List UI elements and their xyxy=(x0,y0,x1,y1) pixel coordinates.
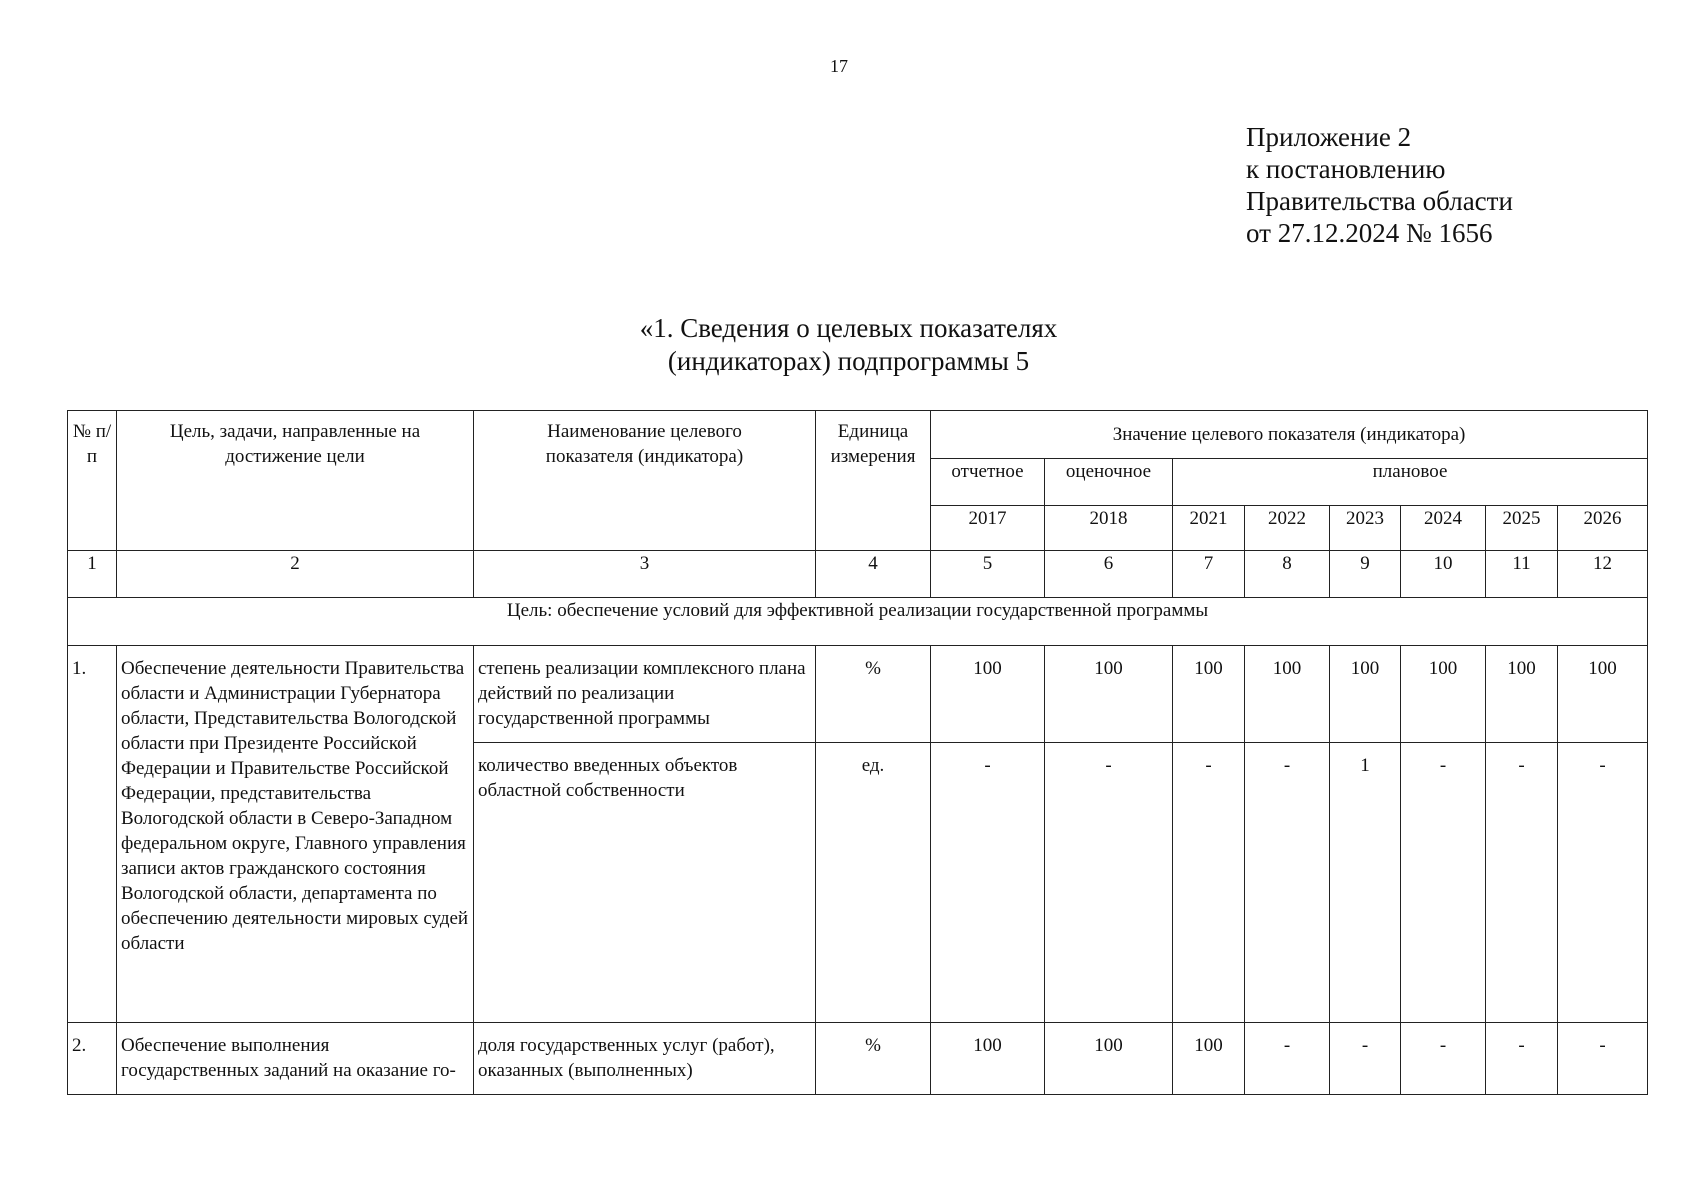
value-cell: 100 xyxy=(931,1023,1045,1095)
value-cell: 100 xyxy=(1045,646,1173,743)
header-value: Значение целевого показателя (индикатора) xyxy=(931,411,1648,459)
value-cell: - xyxy=(1245,1023,1330,1095)
value-cell: - xyxy=(1401,743,1486,1023)
document-title xyxy=(0,312,1697,378)
page-number: 17 xyxy=(830,56,848,76)
value-cell: - xyxy=(1401,1023,1486,1095)
column-number: 12 xyxy=(1558,551,1648,598)
task-text: Обеспечение выполнения государственных заданий на оказание го- xyxy=(117,1023,474,1095)
header-year: 2018 xyxy=(1045,506,1173,551)
value-cell: 100 xyxy=(1558,646,1648,743)
header-year: 2025 xyxy=(1486,506,1558,551)
header-year: 2023 xyxy=(1330,506,1401,551)
row-number: 2. xyxy=(68,1023,117,1095)
value-cell: - xyxy=(1558,743,1648,1023)
header-goal: Цель, задачи, направленные на достижение цели xyxy=(117,411,474,551)
column-number: 7 xyxy=(1173,551,1245,598)
title-line: «1. Сведения о целевых показателях xyxy=(639,313,1058,343)
header-indicator-name: Наименование целевого показателя (индикатора) xyxy=(474,411,816,551)
value-cell: 100 xyxy=(1045,1023,1173,1095)
header-planned: плановое xyxy=(1173,459,1648,506)
header-year: 2022 xyxy=(1245,506,1330,551)
column-number: 3 xyxy=(474,551,816,598)
indicator-name: количество введенных объектов областной собственности xyxy=(474,743,816,1023)
indicator-unit: % xyxy=(816,1023,931,1095)
value-cell: - xyxy=(1245,743,1330,1023)
indicator-name: доля государственных услуг (работ), оказанных (выполненных) xyxy=(474,1023,816,1095)
value-cell: 100 xyxy=(1330,646,1401,743)
value-cell: - xyxy=(1330,1023,1401,1095)
value-cell: - xyxy=(1558,1023,1648,1095)
value-cell: 100 xyxy=(1173,646,1245,743)
header-year: 2017 xyxy=(931,506,1045,551)
value-cell: 100 xyxy=(1173,1023,1245,1095)
column-number: 6 xyxy=(1045,551,1173,598)
header-num: № п/п xyxy=(68,411,117,551)
column-number: 9 xyxy=(1330,551,1401,598)
header-year: 2024 xyxy=(1401,506,1486,551)
header-reported: отчетное xyxy=(931,459,1045,506)
value-cell: 100 xyxy=(1245,646,1330,743)
indicator-unit: % xyxy=(816,646,931,743)
row-number: 1. xyxy=(68,646,117,1023)
value-cell: 1 xyxy=(1330,743,1401,1023)
value-cell: - xyxy=(1486,1023,1558,1095)
appendix-line: от 27.12.2024 № 1656 xyxy=(1246,218,1493,248)
column-number: 4 xyxy=(816,551,931,598)
column-number: 2 xyxy=(117,551,474,598)
header-year: 2021 xyxy=(1173,506,1245,551)
title-line: (индикаторах) подпрограммы 5 xyxy=(667,346,1030,376)
column-number: 10 xyxy=(1401,551,1486,598)
column-number: 1 xyxy=(68,551,117,598)
value-cell: 100 xyxy=(1486,646,1558,743)
value-cell: - xyxy=(1045,743,1173,1023)
header-unit: Единица измерения xyxy=(816,411,931,551)
appendix-line: к постановлению xyxy=(1246,154,1446,184)
header-year: 2026 xyxy=(1558,506,1648,551)
value-cell: - xyxy=(931,743,1045,1023)
value-cell: - xyxy=(1486,743,1558,1023)
column-number: 11 xyxy=(1486,551,1558,598)
indicators-table xyxy=(67,410,1648,1095)
value-cell: - xyxy=(1173,743,1245,1023)
indicator-unit: ед. xyxy=(816,743,931,1023)
header-estimated: оценочное xyxy=(1045,459,1173,506)
appendix-line: Приложение 2 xyxy=(1246,122,1412,152)
column-number: 5 xyxy=(931,551,1045,598)
task-text: Обеспечение деятельности Правительства области и Администрации Губернатора области, Представительства Вологодской области при Президенте Российской Федерации и Правительстве Российской Федерации, представительства Вологодской области в Северо-Западном федеральном округе, Главного управления записи актов гражданского состояния Вологодской области, департамента по обеспечению деятельности мировых судей области xyxy=(117,646,474,1023)
appendix-line: Правительства области xyxy=(1246,186,1513,216)
goal-row: Цель: обеспечение условий для эффективной реализации государственной программы xyxy=(68,598,1648,646)
appendix-block xyxy=(1246,121,1513,249)
value-cell: 100 xyxy=(1401,646,1486,743)
value-cell: 100 xyxy=(931,646,1045,743)
column-number: 8 xyxy=(1245,551,1330,598)
indicator-name: степень реализации комплексного плана действий по реализации государственной программы xyxy=(474,646,816,743)
